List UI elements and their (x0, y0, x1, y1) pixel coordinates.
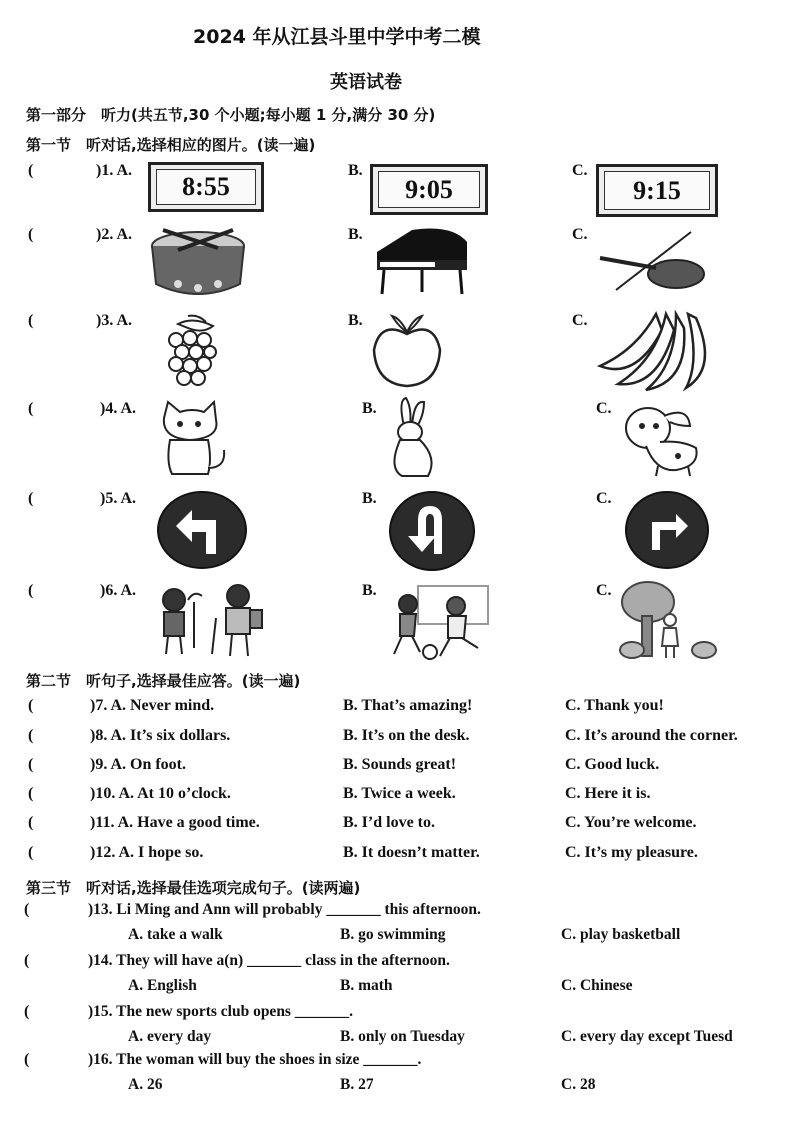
q5-option-c: C. (596, 490, 612, 507)
violin-icon (596, 228, 716, 296)
q1-option-c: C. (572, 162, 588, 179)
answer-paren[interactable]: ( (28, 162, 34, 179)
piano-icon (372, 222, 472, 300)
q5-option-b: B. (362, 490, 377, 507)
answer-paren[interactable]: ( (28, 582, 34, 599)
option-c: C. Chinese (561, 977, 633, 994)
question-stem: )12. A. I hope so. (90, 844, 204, 861)
answer-paren[interactable]: ( (28, 814, 34, 831)
answer-paren[interactable]: ( (28, 226, 34, 243)
q5-label: )5. A. (100, 490, 136, 507)
exam-subtitle: 英语试卷 (330, 72, 402, 93)
q1-option-b: B. (348, 162, 363, 179)
option-c: C. every day except Tuesd (561, 1028, 733, 1045)
cat-icon (154, 398, 234, 478)
u-turn-sign-icon (388, 490, 476, 572)
clock-905: 9:05 (370, 164, 488, 215)
clock-855: 8:55 (148, 162, 264, 212)
q3-option-c: C. (572, 312, 588, 329)
option-b: B. math (340, 977, 393, 994)
answer-paren[interactable]: ( (24, 901, 30, 918)
answer-paren[interactable]: ( (24, 952, 30, 969)
grapes-icon (148, 312, 228, 392)
rabbit-icon (384, 396, 440, 480)
option-c: C. 28 (561, 1076, 596, 1093)
clock-915: 9:15 (596, 164, 718, 217)
section2-heading: 第二节 听句子,选择最佳应答。(读一遍) (26, 672, 301, 690)
option-a: A. 26 (128, 1076, 163, 1093)
answer-paren[interactable]: ( (28, 756, 34, 773)
answer-paren[interactable]: ( (28, 785, 34, 802)
option-c: C. You’re welcome. (565, 814, 697, 831)
section3-heading: 第三节 听对话,选择最佳选项完成句子。(读两遍) (26, 879, 361, 897)
answer-paren[interactable]: ( (28, 490, 34, 507)
answer-paren[interactable]: ( (28, 844, 34, 861)
option-c: C. It’s my pleasure. (565, 844, 698, 861)
question-stem: )13. Li Ming and Ann will probably _______ this afternoon. (88, 901, 481, 918)
q2-label: )2. A. (96, 226, 132, 243)
question-stem: )16. The woman will buy the shoes in size _______. (88, 1051, 422, 1068)
question-stem: )11. A. Have a good time. (90, 814, 260, 831)
banana-icon (596, 310, 716, 392)
drum-icon (148, 222, 248, 302)
exam-title: 2024 年从江县斗里中学中考二模 (193, 26, 481, 48)
q3-option-b: B. (348, 312, 363, 329)
question-stem: )15. The new sports club opens _______. (88, 1003, 353, 1020)
answer-paren[interactable]: ( (28, 727, 34, 744)
option-b: B. I’d love to. (343, 814, 435, 831)
option-a: A. take a walk (128, 926, 223, 943)
q6-option-c: C. (596, 582, 612, 599)
q4-option-b: B. (362, 400, 377, 417)
question-stem: )8. A. It’s six dollars. (90, 727, 231, 744)
option-b: B. Sounds great! (343, 756, 457, 773)
turn-right-sign-icon (624, 490, 710, 570)
option-b: B. It’s on the desk. (343, 727, 470, 744)
turn-left-sign-icon (156, 490, 248, 570)
option-c: C. play basketball (561, 926, 681, 943)
answer-paren[interactable]: ( (24, 1051, 30, 1068)
option-c: C. It’s around the corner. (565, 727, 738, 744)
option-c: C. Here it is. (565, 785, 651, 802)
part1-heading: 第一部分 听力(共五节,30 个小题;每小题 1 分,满分 30 分) (26, 106, 436, 124)
q2-option-c: C. (572, 226, 588, 243)
section1-heading: 第一节 听对话,选择相应的图片。(读一遍) (26, 136, 316, 154)
q6-option-b: B. (362, 582, 377, 599)
q4-label: )4. A. (100, 400, 136, 417)
q3-label: )3. A. (96, 312, 132, 329)
answer-paren[interactable]: ( (28, 312, 34, 329)
girl-under-tree-icon (618, 580, 718, 662)
apple-icon (370, 310, 444, 390)
option-b: B. 27 (340, 1076, 374, 1093)
playing-football-icon (386, 582, 502, 662)
option-c: C. Thank you! (565, 697, 664, 714)
answer-paren[interactable]: ( (28, 697, 34, 714)
option-a: A. English (128, 977, 197, 994)
question-stem: )9. A. On foot. (90, 756, 186, 773)
question-stem: )10. A. At 10 o’clock. (90, 785, 231, 802)
option-a: A. every day (128, 1028, 212, 1045)
planting-trees-icon (152, 582, 270, 660)
option-b: B. only on Tuesday (340, 1028, 465, 1045)
option-b: B. It doesn’t matter. (343, 844, 480, 861)
question-stem: )14. They will have a(n) _______ class in the afternoon. (88, 952, 450, 969)
option-b: B. That’s amazing! (343, 697, 473, 714)
q6-label: )6. A. (100, 582, 136, 599)
dog-icon (616, 400, 712, 478)
q2-option-b: B. (348, 226, 363, 243)
q4-option-c: C. (596, 400, 612, 417)
question-stem: )7. A. Never mind. (90, 697, 215, 714)
option-b: B. go swimming (340, 926, 446, 943)
answer-paren[interactable]: ( (24, 1003, 30, 1020)
answer-paren[interactable]: ( (28, 400, 34, 417)
option-b: B. Twice a week. (343, 785, 456, 802)
q1-label: )1. A. (96, 162, 132, 179)
option-c: C. Good luck. (565, 756, 660, 773)
